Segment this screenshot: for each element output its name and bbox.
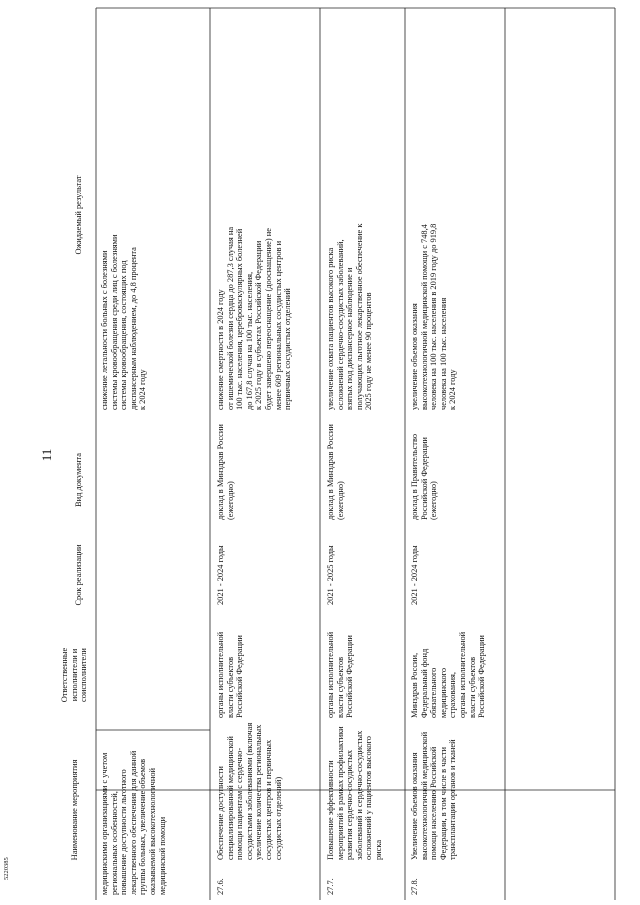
footer-code: 5220385 — [3, 857, 10, 880]
cell-responsible: Минздрав России, Федеральный фонд обязательного медицинского страхования, органы исполнительной власти субъектов Российской Федерации — [410, 631, 487, 718]
cell-deadline: 2021 - 2024 годы — [216, 545, 225, 605]
cell-result: увеличение охвата пациентов высокого риска осложнений сердечно-сосудистых заболеваний, взятых под диспансерное наблюдение и получающих льготное лекарственное обеспечение к 2025 году не менее 90 процентов — [326, 223, 374, 410]
cell-name: Обеспечение доступности специализированной медицинской помощи пациентам с сердечно- сосудистыми заболеваниями (включая увеличение количества региональных сосудистых центров и первичных сосудистых отделений) — [216, 722, 283, 860]
header-deadline: Срок реализации — [74, 544, 83, 606]
row-number: 27.7. — [326, 878, 335, 895]
header-name: Наименование мероприятия — [70, 759, 79, 861]
cell-name: Повышение эффективности мероприятий в рамках профилактики развития сердечно-сосудистых заболеваний и сердечно-сосудистых осложнений у пациентов высокого риска — [326, 726, 383, 860]
cell-deadline: 2021 - 2024 годы — [410, 545, 419, 605]
cell-deadline: 2021 - 2025 годы — [326, 545, 335, 605]
cell-result: снижение летальности больных с болезнями системы кровообращения среди лиц с болезнями системы кровообращения, состоящих под диспансерным наблюдением, до 4,8 процента к 2024 году — [100, 234, 148, 410]
cell-responsible: органы исполнительной власти субъектов Российской Федерации — [216, 631, 245, 718]
header-responsible: Ответственные исполнители и соисполнители — [60, 647, 89, 703]
cell-responsible: органы исполнительной власти субъектов Российской Федерации — [326, 631, 355, 718]
cell-name: медицинскими организациями с учетом региональных особенностей, повышение доступности льготного лекарственного обеспечения для данной группы больных, увеличение объемов оказываемой высокотехнологичной медицинской помощи — [100, 750, 167, 895]
row-number: 27.6. — [216, 878, 225, 895]
cell-name: Увеличение объемов оказания высокотехнологичной медицинской помощи населению Российской Федерации, в том числе в части трансплантации органов и тканей — [410, 731, 458, 860]
cell-doc_type: доклад в Минздрав России (ежегодно) — [326, 424, 345, 520]
cell-doc_type: доклад в Правительство Российской Федерации (ежегодно) — [410, 433, 439, 520]
cell-result: увеличение объемов оказания высокотехнологичной медицинской помощи с 748,4 человека на 100 тыс. населения в 2019 году до 919,8 человека на 100 тыс. населения к 2024 году — [410, 223, 458, 410]
header-doc-type: Вид документа — [74, 453, 83, 507]
cell-result: снижение смертности в 2024 году от ишемической болезни сердца до 287,3 случая на 100 тыс. населения, цереброваскулярных болезней до 167,8 случая на 100 тыс. населения, к 2025 году в субъектах Российской Федерации будет завершено переоснащение (дооснащение) не менее 609 региональных сосудистых центров и первичных сосудистых отделений — [216, 226, 293, 410]
page-number: 11 — [39, 448, 54, 462]
row-number: 27.8. — [410, 878, 419, 895]
header-result: Ожидаемый результат — [74, 175, 83, 255]
cell-doc_type: доклад в Минздрав России (ежегодно) — [216, 424, 235, 520]
